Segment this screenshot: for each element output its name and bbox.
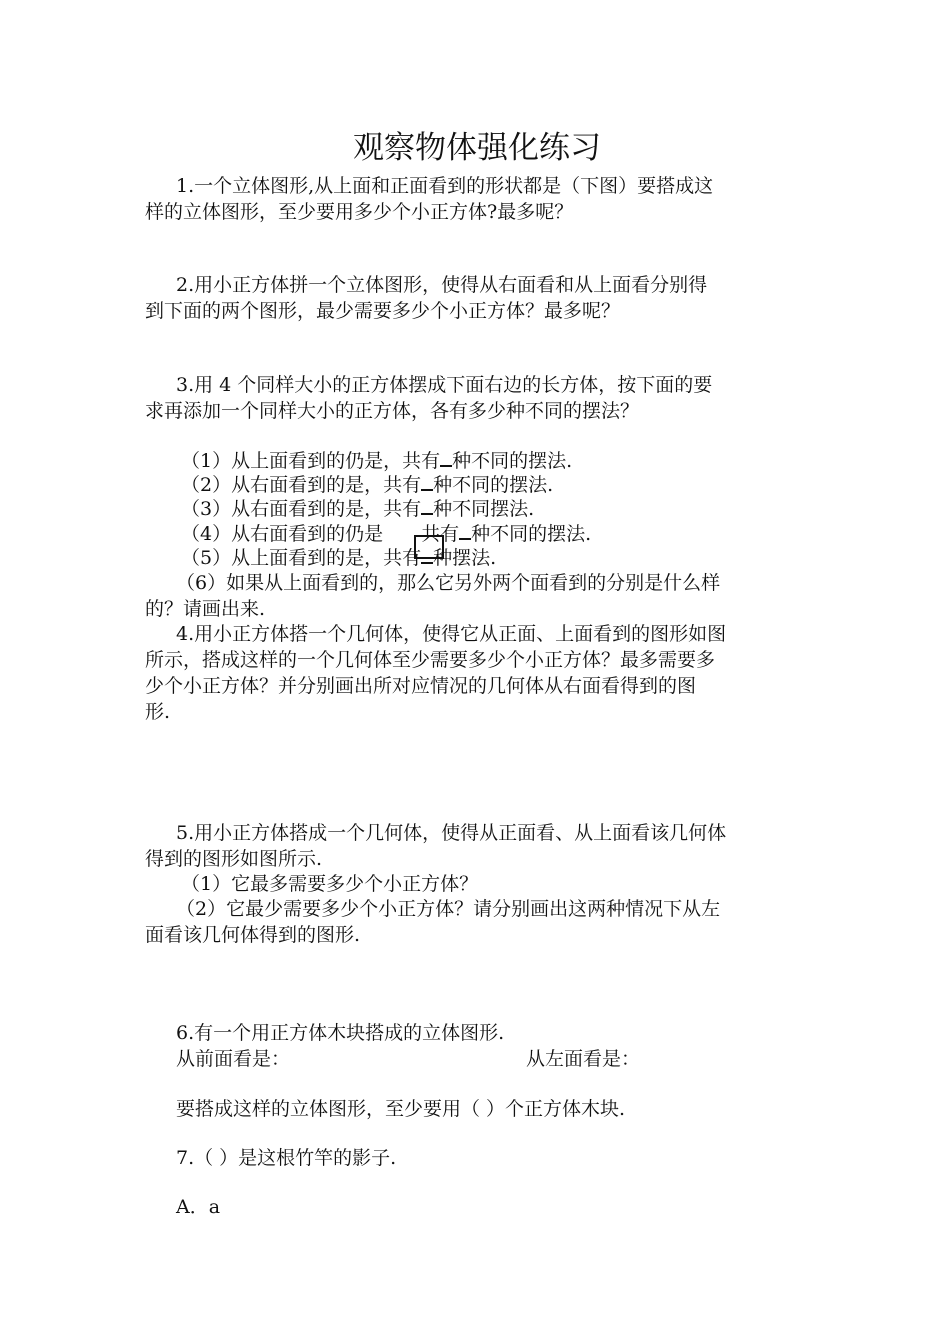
q4-line2: 所示，搭成这样的一个几何体至少需要多少个小正方体？最多需要多 — [145, 649, 716, 671]
answer-blank — [440, 447, 452, 467]
q6-line1: 6.有一个用正方体木块搭成的立体图形. — [176, 1022, 505, 1044]
q4-line4: 形. — [145, 701, 171, 723]
q3-sub6-line2: 的？请画出来. — [145, 598, 266, 620]
q3-sub3 — [181, 495, 534, 522]
answer-blank — [421, 471, 433, 491]
q5-line1: 5.用小正方体搭成一个几何体，使得从正面看、从上面看该几何体 — [176, 822, 727, 844]
q3-sub5 — [181, 544, 496, 571]
page-title: 观察物体强化练习 — [353, 130, 601, 166]
q3-sub4-text-b: 共有 — [421, 523, 460, 545]
q7-line1: 7.（ ）是这根竹竿的影子. — [176, 1147, 397, 1169]
q3-sub3-text-a: （3）从右面看到的是，共有 — [181, 498, 422, 520]
q5-sub1: （1）它最多需要多少个小正方体？ — [181, 873, 479, 895]
q3-sub6-line1: （6）如果从上面看到的，那么它另外两个面看到的分别是什么样 — [176, 572, 721, 594]
q3-sub5-text-a: （5）从上面看到的是，共有 — [181, 547, 422, 569]
q5-sub2-line2: 面看该几何体得到的图形. — [145, 924, 361, 946]
q5-line2: 得到的图形如图所示. — [145, 848, 323, 870]
q3-sub1-text-b: 种不同的摆法. — [452, 450, 573, 472]
q2-line1: 2.用小正方体拼一个立体图形，使得从右面看和从上面看分别得 — [176, 274, 708, 296]
answer-blank — [459, 520, 471, 540]
q2-line2: 到下面的两个图形，最少需要多少个小正方体？最多呢？ — [145, 300, 621, 322]
q3-sub1 — [181, 447, 572, 474]
q4-line1: 4.用小正方体搭一个几何体，使得它从正面、上面看到的图形如图 — [176, 623, 727, 645]
q3-sub1-text-a: （1）从上面看到的仍是，共有 — [181, 450, 441, 472]
answer-blank — [421, 495, 433, 515]
q1-line2: 样的立体图形，至少要用多少个小正方体?最多呢？ — [145, 201, 574, 223]
q6-front-view-label: 从前面看是： — [176, 1048, 291, 1070]
q6-left-view-label: 从左面看是： — [526, 1048, 641, 1070]
q3-sub2-text-a: （2）从右面看到的是，共有 — [181, 474, 422, 496]
q3-sub3-text-b: 种不同摆法. — [433, 498, 535, 520]
q4-line3: 少个小正方体？并分别画出所对应情况的几何体从右面看得到的图 — [145, 675, 697, 697]
q5-sub2-line1: （2）它最少需要多少个小正方体？请分别画出这两种情况下从左 — [176, 898, 721, 920]
q3-sub4 — [181, 520, 591, 547]
q3-sub2 — [181, 471, 553, 498]
q3-sub5-text-b: 种摆法. — [433, 547, 497, 569]
q6-question: 要搭成这样的立体图形，至少要用（ ）个正方体木块. — [176, 1098, 626, 1120]
q3-line2: 求再添加一个同样大小的正方体，各有多少种不同的摆法？ — [145, 400, 640, 422]
q1-line1: 1.一个立体图形,从上面和正面看到的形状都是（下图）要搭成这 — [176, 175, 714, 197]
q7-option-a: A．a — [176, 1196, 221, 1218]
q3-sub4-text-a: （4）从右面看到的仍是 — [181, 523, 384, 545]
q3-sub2-text-b: 种不同的摆法. — [433, 474, 554, 496]
q3-line1: 3.用 4 个同样大小的正方体摆成下面右边的长方体，按下面的要 — [176, 374, 713, 396]
small-square-figure — [414, 535, 444, 559]
q3-sub4-text-c: 种不同的摆法. — [471, 523, 592, 545]
